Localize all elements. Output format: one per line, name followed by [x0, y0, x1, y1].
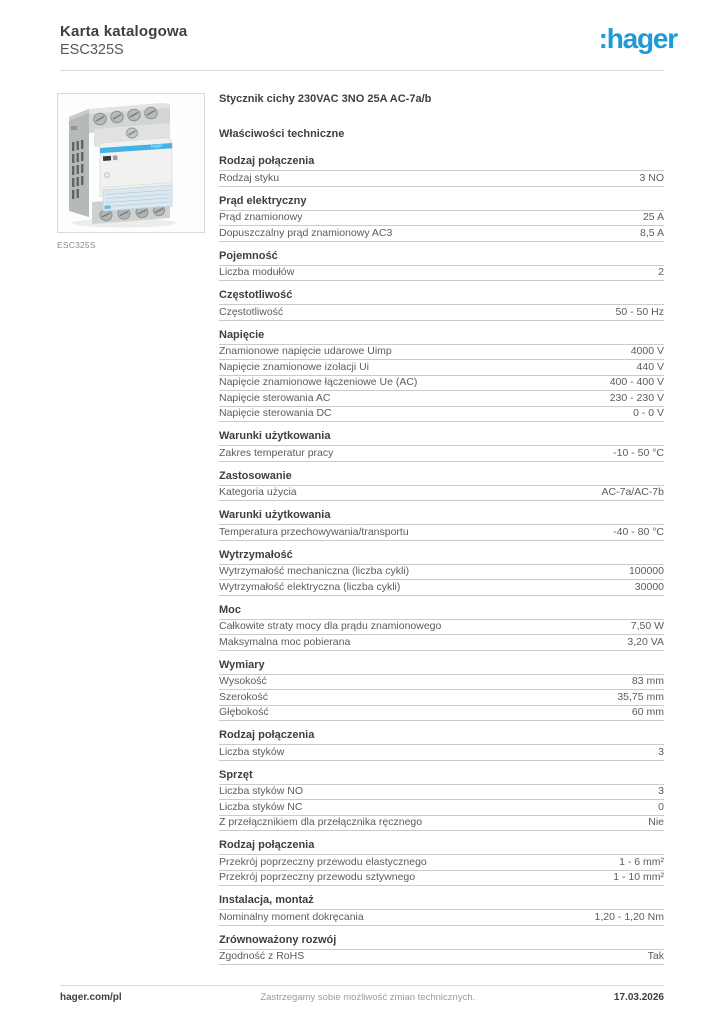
spec-row: [219, 266, 664, 282]
spec-label: Częstotliwość: [219, 305, 284, 318]
spec-label: Wytrzymałość elektryczna (liczba cykli): [219, 580, 401, 593]
section-title: Warunki użytkowania: [219, 509, 664, 525]
spec-row: [219, 871, 664, 887]
spec-label: Znamionowe napięcie udarowe Uimp: [219, 345, 392, 357]
spec-section: [219, 659, 664, 722]
spec-row: [219, 407, 664, 423]
spec-value: 60 mm: [631, 706, 664, 718]
spec-value: 0 - 0 V: [633, 407, 664, 419]
date-text: 17.03.2026: [613, 992, 664, 1003]
spec-label: Liczba styków NC: [219, 800, 303, 813]
spec-row: [219, 446, 664, 462]
spec-value: 35,75 mm: [617, 690, 664, 703]
spec-value: Nie: [648, 816, 664, 828]
spec-row: [219, 620, 664, 636]
spec-value: 3,20 VA: [627, 635, 664, 648]
spec-value: 3 NO: [639, 171, 664, 184]
section-title: Częstotliwość: [219, 289, 664, 305]
spec-value: 4000 V: [630, 345, 664, 357]
spec-row: [219, 525, 664, 541]
spec-value: 83 mm: [631, 675, 664, 687]
section-title: Rodzaj połączenia: [219, 729, 664, 745]
spec-section: [219, 509, 664, 541]
contactor-product-image: [58, 94, 204, 232]
product-code: ESC325S: [60, 42, 124, 58]
spec-section: [219, 430, 664, 462]
spec-section: [219, 549, 664, 596]
disclaimer-text: Zastrzegamy sobie możliwość zmian technicznych.: [260, 992, 476, 1003]
spec-label: Temperatura przechowywania/transportu: [219, 525, 409, 538]
spec-row: [219, 226, 664, 242]
spec-sections: [219, 155, 664, 965]
spec-section: [219, 769, 664, 832]
footer: [60, 992, 664, 1003]
spec-row: [219, 706, 664, 722]
product-title: Stycznik cichy 230VAC 3NO 25A AC-7a/b: [219, 93, 432, 105]
spec-row: [219, 785, 664, 801]
section-title: Moc: [219, 604, 664, 620]
spec-section: [219, 934, 664, 966]
spec-label: Zgodność z RoHS: [219, 950, 305, 962]
spec-row: [219, 675, 664, 691]
spec-value: 50 - 50 Hz: [615, 305, 664, 318]
spec-label: Całkowite straty mocy dla prądu znamionowego: [219, 620, 442, 632]
product-panel: [57, 93, 205, 250]
spec-label: Kategoria użycia: [219, 486, 297, 498]
spec-label: Zakres temperatur pracy: [219, 446, 334, 459]
spec-label: Napięcie sterowania DC: [219, 407, 332, 419]
section-title: Wytrzymałość: [219, 549, 664, 565]
section-title: Warunki użytkowania: [219, 430, 664, 446]
spec-value: 8,5 A: [640, 226, 664, 239]
spec-section: [219, 195, 664, 242]
spec-value: 0: [658, 800, 664, 813]
spec-value: 30000: [634, 580, 664, 593]
spec-value: 2: [658, 266, 664, 278]
spec-content: [219, 93, 664, 973]
spec-label: Maksymalna moc pobierana: [219, 635, 351, 648]
spec-section: [219, 894, 664, 926]
product-image-frame: [57, 93, 205, 233]
footer-divider: [60, 985, 664, 986]
section-title: Sprzęt: [219, 769, 664, 785]
section-title: Rodzaj połączenia: [219, 155, 664, 171]
device-brand-text: hager: [150, 142, 163, 149]
spec-row: [219, 360, 664, 376]
spec-row: [219, 345, 664, 361]
spec-row: [219, 565, 664, 581]
spec-label: Rodzaj styku: [219, 171, 280, 184]
spec-row: [219, 211, 664, 227]
spec-label: Prąd znamionowy: [219, 211, 303, 223]
spec-row: [219, 800, 664, 816]
section-title: Napięcie: [219, 329, 664, 345]
spec-section: [219, 604, 664, 651]
spec-label: Z przełącznikiem dla przełącznika ręcznego: [219, 816, 423, 828]
section-title: Zrównoważony rozwój: [219, 934, 664, 950]
spec-row: [219, 690, 664, 706]
spec-value: 3: [658, 785, 664, 797]
spec-value: Tak: [647, 950, 664, 962]
section-title: Rodzaj połączenia: [219, 839, 664, 855]
spec-value: 440 V: [636, 360, 664, 373]
spec-section: [219, 839, 664, 886]
spec-section: [219, 329, 664, 423]
spec-value: 25 A: [642, 211, 664, 223]
spec-label: Dopuszczalny prąd znamionowy AC3: [219, 226, 393, 239]
spec-row: [219, 305, 664, 321]
spec-value: 400 - 400 V: [609, 376, 664, 388]
spec-label: Przekrój poprzeczny przewodu sztywnego: [219, 871, 416, 883]
spec-label: Głębokość: [219, 706, 269, 718]
spec-value: 3: [658, 745, 664, 758]
spec-row: [219, 816, 664, 832]
spec-row: [219, 635, 664, 651]
spec-label: Szerokość: [219, 690, 269, 703]
spec-label: Wytrzymałość mechaniczna (liczba cykli): [219, 565, 410, 577]
spec-section: [219, 250, 664, 282]
spec-section: [219, 729, 664, 761]
spec-row: [219, 391, 664, 407]
spec-value: 1 - 6 mm²: [619, 855, 664, 868]
spec-row: [219, 950, 664, 966]
spec-label: Liczba modułów: [219, 266, 295, 278]
spec-value: AC-7a/AC-7b: [601, 486, 664, 498]
section-title: Prąd elektryczny: [219, 195, 664, 211]
spec-row: [219, 580, 664, 596]
hager-logo: :hager: [598, 23, 677, 54]
spec-value: 230 - 230 V: [609, 391, 664, 404]
website-link[interactable]: hager.com/pl: [60, 992, 122, 1003]
spec-value: 1,20 - 1,20 Nm: [594, 910, 664, 923]
section-title: Wymiary: [219, 659, 664, 675]
spec-label: Napięcie znamionowe łączeniowe Ue (AC): [219, 376, 418, 388]
spec-label: Napięcie znamionowe izolacji Ui: [219, 360, 369, 373]
spec-label: Wysokość: [219, 675, 267, 687]
spec-label: Liczba styków NO: [219, 785, 304, 797]
spec-label: Przekrój poprzeczny przewodu elastycznego: [219, 855, 427, 868]
header: [60, 22, 187, 60]
spec-row: [219, 855, 664, 871]
header-divider: [60, 70, 664, 71]
spec-section: [219, 289, 664, 321]
properties-heading: Właściwości techniczne: [219, 128, 345, 140]
section-title: Zastosowanie: [219, 470, 664, 486]
spec-row: [219, 745, 664, 761]
section-title: Pojemność: [219, 250, 664, 266]
spec-value: -10 - 50 °C: [613, 446, 664, 459]
spec-row: [219, 910, 664, 926]
spec-value: 7,50 W: [630, 620, 664, 632]
spec-value: 1 - 10 mm²: [613, 871, 664, 883]
spec-row: [219, 486, 664, 502]
spec-label: Napięcie sterowania AC: [219, 391, 331, 404]
spec-value: 100000: [628, 565, 664, 577]
image-caption: ESC325S: [57, 240, 96, 250]
spec-section: [219, 155, 664, 187]
page-title: Karta katalogowa: [60, 23, 188, 40]
spec-label: Nominalny moment dokręcania: [219, 910, 364, 923]
spec-row: [219, 171, 664, 187]
section-title: Instalacja, montaż: [219, 894, 664, 910]
spec-value: -40 - 80 °C: [613, 525, 664, 538]
spec-label: Liczba styków: [219, 745, 285, 758]
spec-row: [219, 376, 664, 392]
spec-section: [219, 470, 664, 502]
